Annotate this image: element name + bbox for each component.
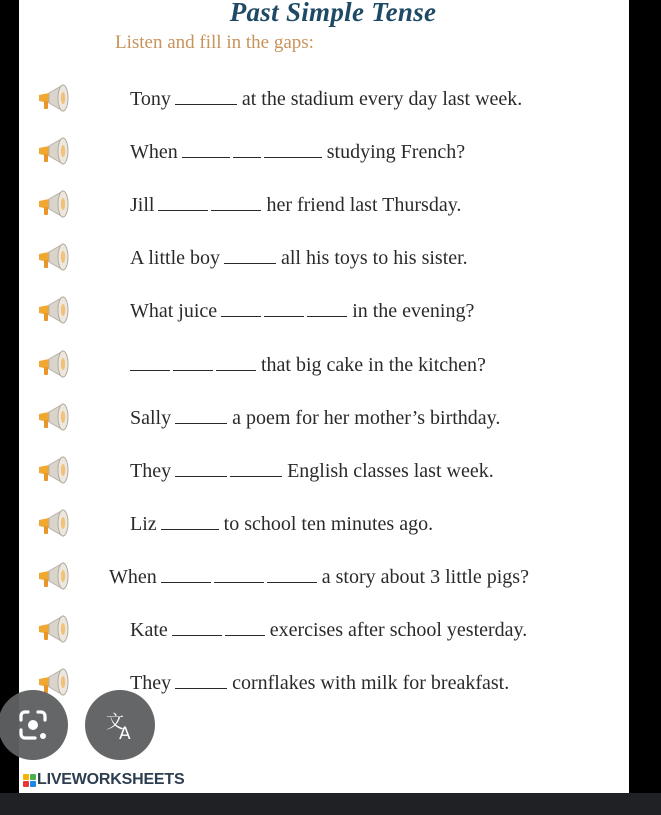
blank-field[interactable] <box>221 299 261 317</box>
speaker-icon[interactable] <box>35 241 75 273</box>
sentence-suffix: cornflakes with milk for breakfast. <box>232 672 510 695</box>
exercise-item <box>19 348 629 388</box>
sentence-suffix: a poem for her mother’s birthday. <box>232 406 501 429</box>
exercise-sentence <box>109 565 529 589</box>
sentence-prefix: Jill <box>130 194 155 217</box>
blank-field[interactable] <box>225 618 265 636</box>
sentence-suffix: in the evening? <box>352 300 475 323</box>
speaker-icon[interactable] <box>35 294 75 326</box>
blank-field[interactable] <box>224 246 276 264</box>
worksheet <box>19 0 629 793</box>
exercise-item <box>19 82 629 122</box>
exercise-item <box>19 294 629 334</box>
blank-field[interactable] <box>161 512 219 530</box>
exercise-sentence <box>130 406 500 430</box>
blank-field[interactable] <box>307 299 347 317</box>
blank-field[interactable] <box>161 565 211 583</box>
exercise-sentence <box>130 512 433 536</box>
blank-field[interactable] <box>172 618 222 636</box>
blank-field[interactable] <box>233 140 261 158</box>
google-lens-icon <box>11 703 55 747</box>
blank-field[interactable] <box>230 459 282 477</box>
speaker-icon[interactable] <box>35 135 75 167</box>
exercise-sentence <box>130 459 494 483</box>
exercise-item <box>19 454 629 494</box>
blank-field[interactable] <box>264 299 304 317</box>
blank-field[interactable] <box>182 140 230 158</box>
speaker-icon[interactable] <box>35 560 75 592</box>
sentence-suffix: her friend last Thursday. <box>266 194 462 217</box>
exercise-item <box>19 188 629 228</box>
blank-field[interactable] <box>214 565 264 583</box>
blank-field[interactable] <box>175 459 227 477</box>
translate-button[interactable] <box>85 690 155 760</box>
exercise-sentence <box>130 353 486 377</box>
blank-field[interactable] <box>173 353 213 371</box>
sentence-suffix: all his toys to his sister. <box>281 247 468 270</box>
sentence-suffix: a story about 3 little pigs? <box>321 565 529 588</box>
speaker-icon[interactable] <box>35 348 75 380</box>
blank-field[interactable] <box>264 140 322 158</box>
google-lens-button[interactable] <box>0 690 68 760</box>
exercise-sentence <box>130 671 509 695</box>
blank-field[interactable] <box>130 353 170 371</box>
exercise-sentence <box>130 87 522 111</box>
sentence-suffix: at the stadium every day last week. <box>241 88 523 110</box>
liveworksheets-logo <box>23 771 184 789</box>
exercise-sentence <box>130 140 465 164</box>
blank-field[interactable] <box>175 87 237 105</box>
sentence-prefix: When <box>109 565 157 588</box>
sentence-prefix: They <box>130 459 172 482</box>
exercise-item <box>19 560 629 600</box>
exercise-item <box>19 613 629 653</box>
sentence-prefix: Kate <box>130 619 168 641</box>
speaker-icon[interactable] <box>35 82 75 114</box>
exercise-sentence <box>130 246 468 270</box>
exercise-sentence <box>130 299 474 323</box>
blank-field[interactable] <box>267 565 317 583</box>
exercise-item <box>19 135 629 175</box>
bottom-bar <box>0 793 661 815</box>
sentence-prefix: Liz <box>130 512 157 535</box>
liveworksheets-logo-icon <box>23 774 36 787</box>
translate-icon <box>100 705 140 745</box>
sentence-prefix: They <box>130 672 172 695</box>
blank-field[interactable] <box>211 193 261 211</box>
blank-field[interactable] <box>216 353 256 371</box>
exercise-sentence <box>130 193 461 217</box>
worksheet-title: Past Simple Tense <box>229 0 437 27</box>
speaker-icon[interactable] <box>35 188 75 220</box>
sentence-suffix: studying French? <box>326 141 466 164</box>
speaker-icon[interactable] <box>35 613 75 645</box>
svg-text:文: 文 <box>106 712 124 733</box>
blank-field[interactable] <box>158 193 208 211</box>
sentence-suffix: to school ten minutes ago. <box>223 512 434 535</box>
svg-text:A: A <box>119 724 131 744</box>
blank-field[interactable] <box>175 406 227 424</box>
liveworksheets-logo-text: LIVEWORKSHEETS <box>37 771 185 788</box>
sentence-suffix: English classes last week. <box>287 459 494 482</box>
speaker-icon[interactable] <box>35 454 75 486</box>
exercise-sentence <box>130 618 527 642</box>
sentence-prefix: Sally <box>130 406 172 429</box>
exercise-item <box>19 507 629 547</box>
sentence-suffix: exercises after school yesterday. <box>269 619 528 641</box>
speaker-icon[interactable] <box>35 507 75 539</box>
exercise-item <box>19 241 629 281</box>
exercise-item <box>19 401 629 441</box>
sentence-prefix: Tony <box>130 88 171 110</box>
blank-field[interactable] <box>175 671 227 689</box>
worksheet-instruction: Listen and fill in the gaps: <box>115 32 314 53</box>
sentence-prefix: A little boy <box>130 247 220 270</box>
sentence-suffix: that big cake in the kitchen? <box>261 353 486 376</box>
speaker-icon[interactable] <box>35 401 75 433</box>
sentence-prefix: What juice <box>130 300 218 323</box>
sentence-prefix: When <box>130 141 178 164</box>
